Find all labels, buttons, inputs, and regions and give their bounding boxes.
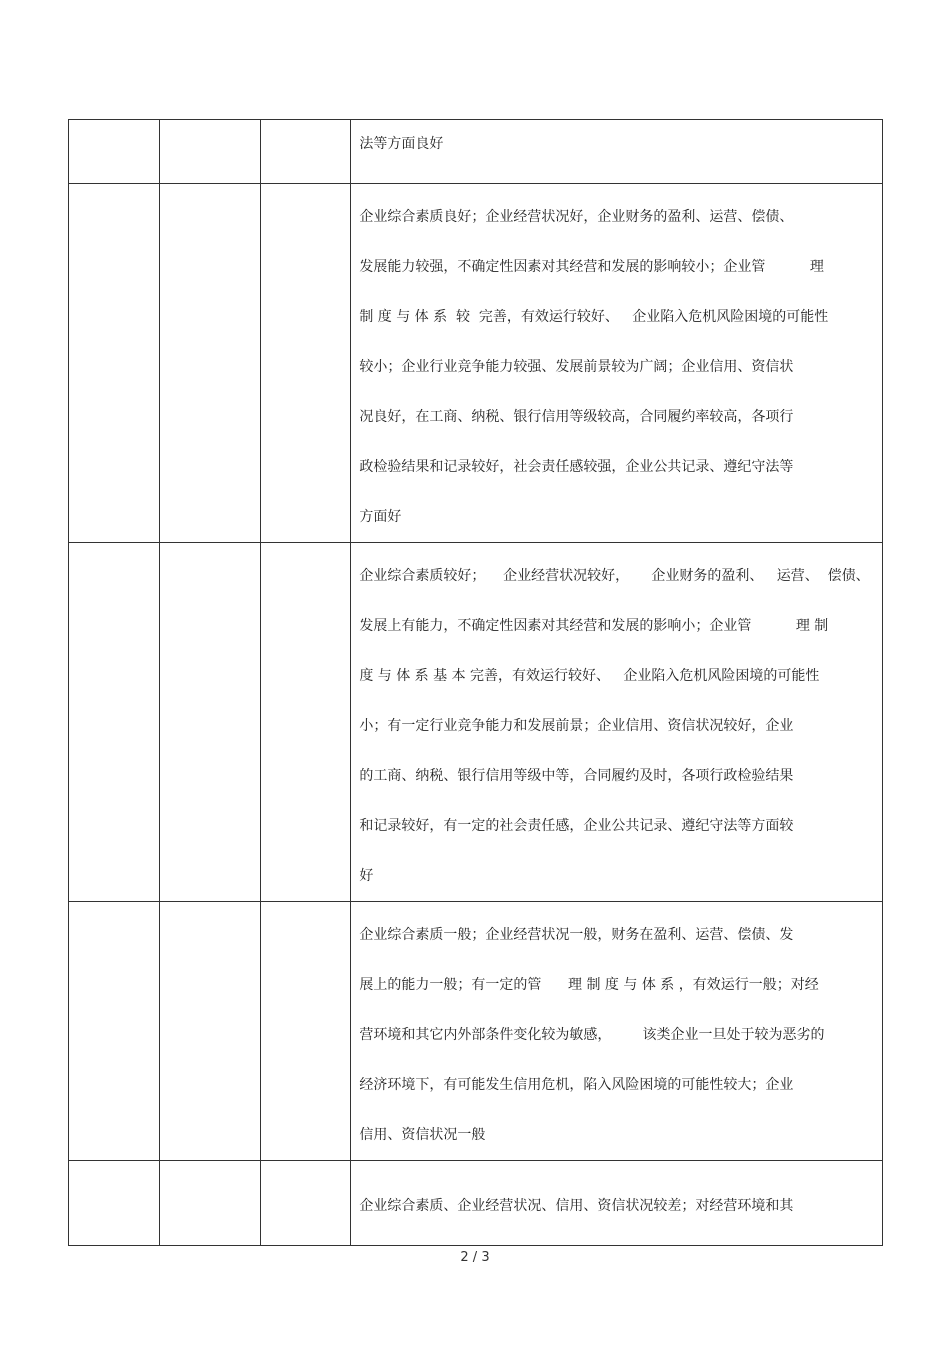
- table-row: [69, 902, 883, 1161]
- description-line: 较小；企业行业竞争能力较强、发展前景较为广阔；企业信用、资信状: [359, 359, 794, 375]
- empty-cell: [160, 120, 261, 184]
- empty-cell: [69, 902, 160, 1161]
- table-row: [69, 1161, 883, 1246]
- table-row: [69, 120, 883, 184]
- description-line: 企业综合素质、企业经营状况、信用、资信状况较差；对经营环境和其: [359, 1198, 794, 1214]
- empty-cell: [69, 543, 160, 902]
- rating-table-body: [69, 120, 883, 1246]
- description-line: 发展能力较强，不确定性因素对其经营和发展的影响较小；企业管 理: [359, 259, 824, 275]
- description-line: 信用、资信状况一般: [359, 1127, 486, 1143]
- description-line: 企业综合素质一般；企业经营状况一般，财务在盈利、运营、偿债、发: [359, 927, 794, 943]
- description-line: 法等方面良好: [359, 136, 444, 152]
- description-line: 企业综合素质较好； 企业经营状况较好， 企业财务的盈利、 运营、 偿债、: [359, 568, 870, 584]
- description-line: 营环境和其它内外部条件变化较为敏感， 该类企业一旦处于较为恶劣的: [359, 1027, 825, 1043]
- description-line: 展上的能力一般；有一定的管 理 制 度 与 体 系 ，有效运行一般；对经: [359, 977, 819, 993]
- empty-cell: [261, 1161, 351, 1246]
- empty-cell: [160, 902, 261, 1161]
- description-cell: [351, 902, 883, 1161]
- empty-cell: [261, 543, 351, 902]
- empty-cell: [261, 902, 351, 1161]
- description-line: 企业综合素质良好；企业经营状况好，企业财务的盈利、运营、偿债、: [359, 209, 794, 225]
- description-line: 小；有一定行业竞争能力和发展前景；企业信用、资信状况较好，企业: [359, 718, 794, 734]
- description-line: 方面好: [359, 509, 402, 525]
- description-line: 况良好，在工商、纳税、银行信用等级较高，合同履约率较高，各项行: [359, 409, 794, 425]
- description-cell: [351, 1161, 883, 1246]
- description-line: 和记录较好，有一定的社会责任感，企业公共记录、遵纪守法等方面较: [359, 818, 794, 834]
- description-cell: [351, 120, 883, 184]
- empty-cell: [69, 1161, 160, 1246]
- empty-cell: [69, 120, 160, 184]
- empty-cell: [261, 120, 351, 184]
- description-cell: [351, 184, 883, 543]
- empty-cell: [69, 184, 160, 543]
- empty-cell: [160, 1161, 261, 1246]
- description-line: 度 与 体 系 基 本 完善，有效运行较好、 企业陷入危机风险困境的可能性: [359, 668, 820, 684]
- empty-cell: [160, 184, 261, 543]
- page-number: 2 / 3: [460, 1250, 490, 1265]
- table-row: [69, 184, 883, 543]
- description-line: 制 度 与 体 系 较 完善，有效运行较好、 企业陷入危机风险困境的可能性: [359, 309, 829, 325]
- description-line: 好: [359, 868, 374, 884]
- description-line: 政检验结果和记录较好，社会责任感较强，企业公共记录、遵纪守法等: [359, 459, 794, 475]
- rating-table: [68, 119, 883, 1246]
- description-cell: [351, 543, 883, 902]
- table-row: [69, 543, 883, 902]
- empty-cell: [261, 184, 351, 543]
- description-line: 的工商、纳税、银行信用等级中等，合同履约及时，各项行政检验结果: [359, 768, 794, 784]
- description-line: 发展上有能力，不确定性因素对其经营和发展的影响小；企业管 理 制: [359, 618, 829, 634]
- description-line: 经济环境下，有可能发生信用危机，陷入风险困境的可能性较大；企业: [359, 1077, 794, 1093]
- empty-cell: [160, 543, 261, 902]
